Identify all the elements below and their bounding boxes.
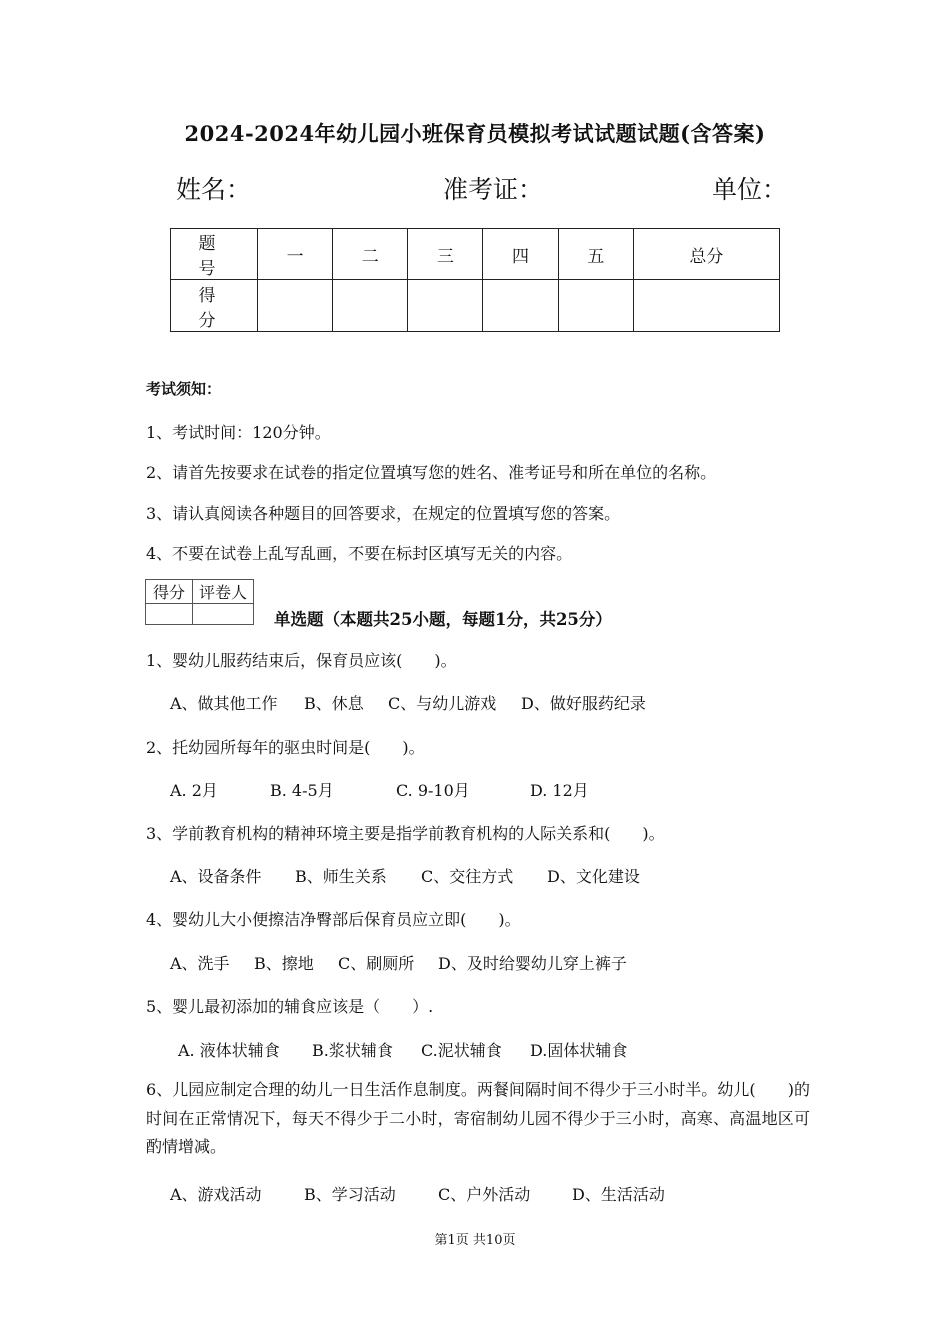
- question-option: B、师生关系: [295, 867, 387, 886]
- question-option: C. 9-10月: [396, 781, 470, 800]
- question-option: B、擦地: [254, 954, 314, 973]
- score-table-cell: 五: [558, 229, 633, 280]
- grader-name-label: 评卷人: [193, 580, 254, 604]
- question-stem: 2、托幼园所每年的驱虫时间是( )。: [146, 738, 425, 757]
- score-table: [170, 228, 780, 332]
- score-table-score-row: [171, 280, 780, 332]
- score-table-cell: 四: [483, 229, 558, 280]
- notice-item: 2、请首先按要求在试卷的指定位置填写您的姓名、准考证号和所在单位的名称。: [146, 463, 717, 482]
- score-table-cell: 总分: [633, 229, 779, 280]
- score-entry-cell: [558, 280, 633, 332]
- section-title: 单选题（本题共25小题，每题1分，共25分）: [274, 610, 612, 629]
- question-option: C、刷厕所: [338, 954, 415, 973]
- question-option: C、与幼儿游戏: [388, 694, 497, 713]
- page-title: 2024-2024年幼儿园小班保育员模拟考试试题试题(含答案): [184, 121, 766, 146]
- question-stem: 3、学前教育机构的精神环境主要是指学前教育机构的人际关系和( )。: [146, 824, 665, 843]
- question-option: D、生活活动: [572, 1185, 665, 1204]
- question-stem: 4、婴幼儿大小便擦洁净臀部后保育员应立即( )。: [146, 910, 521, 929]
- question-option: B.浆状辅食: [312, 1041, 393, 1060]
- score-table-cell: 一: [258, 229, 333, 280]
- notice-item: 1、考试时间：120分钟。: [146, 423, 331, 442]
- unit-field-label: 单位：: [712, 175, 788, 204]
- question-option: C.泥状辅食: [421, 1041, 502, 1060]
- score-table-cell: 题 号: [171, 229, 258, 280]
- question-option: D、文化建设: [547, 867, 640, 886]
- question-option: A. 2月: [170, 781, 218, 800]
- question-option: D、及时给婴幼儿穿上裤子: [438, 954, 627, 973]
- question-option: B、学习活动: [304, 1185, 396, 1204]
- grader-name-cell: [193, 604, 254, 625]
- question-option: D.固体状辅食: [530, 1041, 628, 1060]
- name-field-label: 姓名：: [176, 175, 252, 204]
- question-option: A、游戏活动: [170, 1185, 262, 1204]
- exam-id-field-label: 准考证：: [443, 175, 544, 204]
- question-option: D、做好服药纪录: [521, 694, 646, 713]
- notice-item: 3、请认真阅读各种题目的回答要求，在规定的位置填写您的答案。: [146, 504, 621, 523]
- grader-score-cell: [146, 604, 193, 625]
- question-stem: 6、儿园应制定合理的幼儿一日生活作息制度。两餐间隔时间不得少于三小时半。幼儿( )的时间在正常情况下，每天不得少于二小时，寄宿制幼儿园不得少于三小时，高寒、高温地区可酌情增减。: [146, 1080, 810, 1156]
- question-option: A. 液体状辅食: [178, 1041, 280, 1060]
- notice-item: 4、不要在试卷上乱写乱画，不要在标封区填写无关的内容。: [146, 544, 573, 563]
- question-stem: 5、婴儿最初添加的辅食应该是（ ）.: [146, 997, 434, 1016]
- grader-score-label: 得分: [146, 580, 193, 604]
- question-option: C、交往方式: [421, 867, 514, 886]
- score-table-cell: 得 分: [171, 280, 258, 332]
- score-entry-cell: [633, 280, 779, 332]
- question-option: B、休息: [304, 694, 364, 713]
- question-option: C、户外活动: [438, 1185, 531, 1204]
- page-footer: 第1页 共10页: [434, 1233, 516, 1248]
- score-entry-cell: [408, 280, 483, 332]
- question-option: B. 4-5月: [270, 781, 334, 800]
- question-option: D. 12月: [530, 781, 589, 800]
- score-table-cell: 二: [333, 229, 408, 280]
- score-table-cell: 三: [408, 229, 483, 280]
- grader-box: [145, 579, 254, 625]
- score-entry-cell: [483, 280, 558, 332]
- notice-heading: 考试须知：: [146, 380, 222, 398]
- question-option: A、做其他工作: [170, 694, 278, 713]
- question-stem: 1、婴幼儿服药结束后，保育员应该( )。: [146, 651, 457, 670]
- score-table-header-row: [171, 229, 780, 280]
- score-entry-cell: [333, 280, 408, 332]
- question-option: A、设备条件: [170, 867, 262, 886]
- question-option: A、洗手: [170, 954, 230, 973]
- score-entry-cell: [258, 280, 333, 332]
